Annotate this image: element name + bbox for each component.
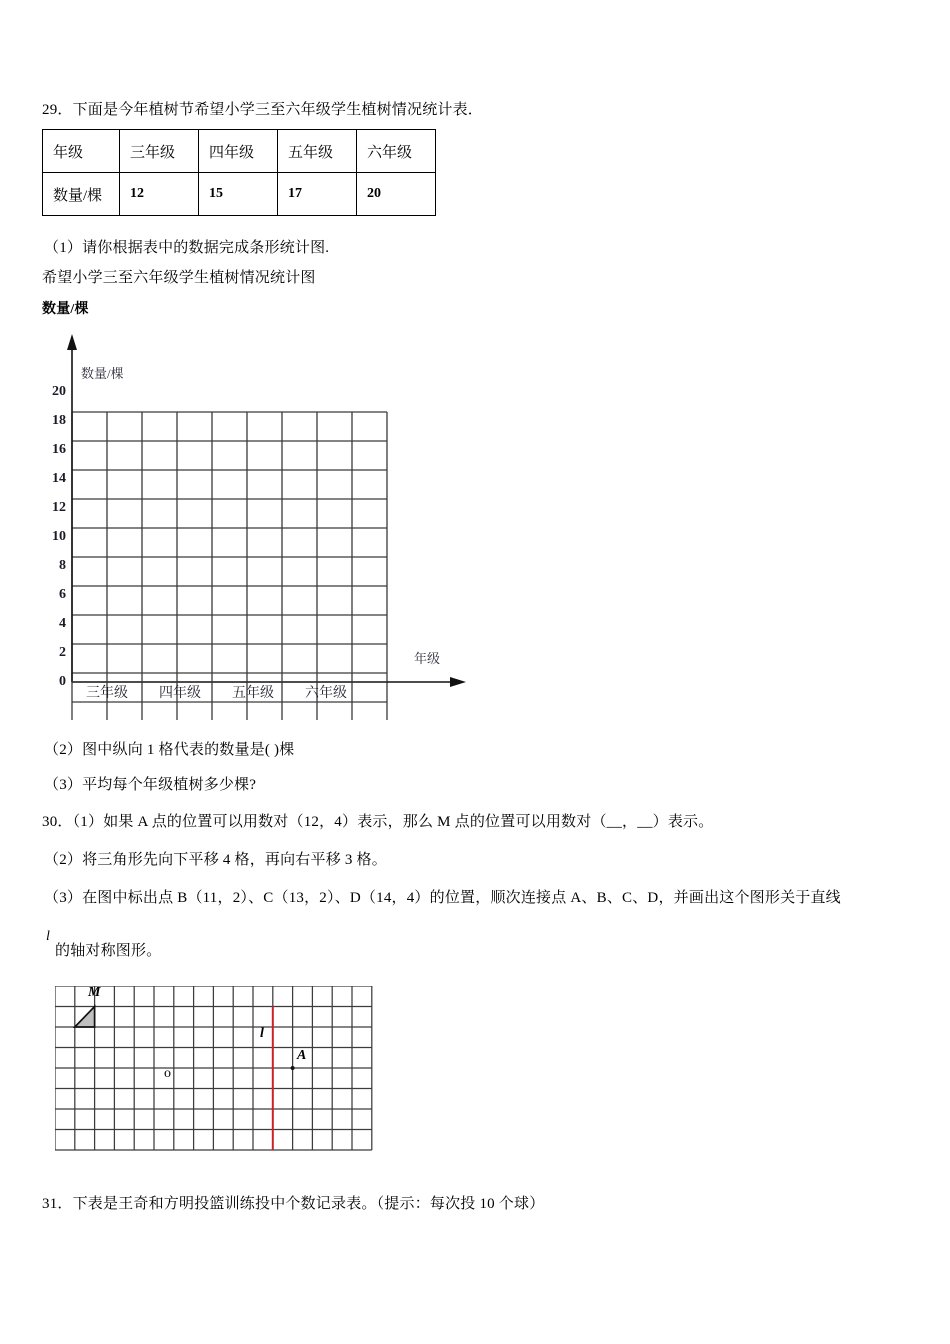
q29-chart-unit: 数量/棵 [42, 302, 89, 317]
chart-xcat-grade4: 四年级 [159, 686, 201, 701]
q30-line-symbol: l [46, 929, 51, 944]
q30-sub3: （3）在图中标出点 B（11，2）、C（13，2）、D（14，4）的位置，顺次连接点 A、B、C、D，并画出这个图形关于直线 [44, 890, 841, 906]
q30-sub1: 30．（1）如果 A 点的位置可以用数对（12，4）表示，那么 M 点的位置可以用数对（__，__）表示。 [42, 814, 714, 830]
chart-ytick-6: 6 [59, 587, 66, 602]
table-cell-grade5: 五年级 [278, 130, 357, 173]
q30-grid-canvas [55, 986, 375, 1154]
q30-gridlines [55, 986, 372, 1150]
chart-x-axis-label: 年级 [412, 648, 442, 667]
table-cell-value-grade4: 15 [199, 173, 278, 216]
chart-ytick-16: 16 [52, 442, 66, 457]
q30-point-a-dot [291, 1066, 295, 1070]
q29-statistics-table [42, 129, 436, 216]
chart-ytick-8: 8 [59, 558, 66, 573]
q29-chart-title: 希望小学三至六年级学生植树情况统计图 [42, 270, 316, 286]
q30-coordinate-grid [55, 986, 375, 1154]
table-cell-grade-header: 年级 [43, 130, 120, 173]
table-cell-value-grade3: 12 [120, 173, 199, 216]
table-cell-quantity-header: 数量/棵 [43, 173, 120, 216]
y-axis [67, 334, 77, 682]
chart-xcat-grade6: 六年级 [305, 686, 347, 701]
chart-ytick-18: 18 [52, 413, 66, 428]
table-cell-value-grade5: 17 [278, 173, 357, 216]
q30-triangle [75, 1007, 95, 1028]
table-cell-value-grade6: 20 [357, 173, 436, 216]
chart-ytick-4: 4 [59, 616, 66, 631]
q30-sub3-tail: 的轴对称图形。 [55, 943, 162, 959]
chart-xcat-grade5: 五年级 [232, 686, 274, 701]
q30-label-l: l [260, 1026, 264, 1041]
table-row [43, 130, 436, 173]
chart-ytick-20: 20 [52, 384, 66, 399]
chart-ytick-2: 2 [59, 645, 66, 660]
chart-ytick-14: 14 [52, 471, 66, 486]
q30-label-origin: o [164, 1066, 171, 1081]
q29-sub2: （2）图中纵向 1 格代表的数量是( )棵 [44, 742, 295, 758]
chart-ytick-10: 10 [52, 529, 66, 544]
chart-xcat-grade3: 三年级 [86, 686, 128, 701]
q29-sub1: （1）请你根据表中的数据完成条形统计图. [44, 240, 330, 256]
table-cell-grade6: 六年级 [357, 130, 436, 173]
q29-sub3: （3）平均每个年级植树多少棵? [44, 777, 257, 793]
chart-ytick-0: 0 [59, 674, 66, 689]
chart-y-axis-label: 数量/棵 [78, 362, 127, 383]
q29-stem: 29．下面是今年植树节希望小学三至六年级学生植树情况统计表． [42, 102, 484, 118]
q30-label-a: A [297, 1048, 307, 1063]
table-cell-grade3: 三年级 [120, 130, 199, 173]
table-row [43, 173, 436, 216]
q30-sub2: （2）将三角形先向下平移 4 格，再向右平移 3 格。 [44, 852, 387, 868]
table-cell-grade4: 四年级 [199, 130, 278, 173]
q31-stem: 31．下表是王奇和方明投篮训练投中个数记录表。（提示：每次投 10 个球） [42, 1196, 545, 1212]
bar-chart [40, 330, 510, 720]
q30-label-m: M [88, 985, 101, 1000]
chart-gridlines [72, 412, 387, 720]
chart-ytick-12: 12 [52, 500, 66, 515]
